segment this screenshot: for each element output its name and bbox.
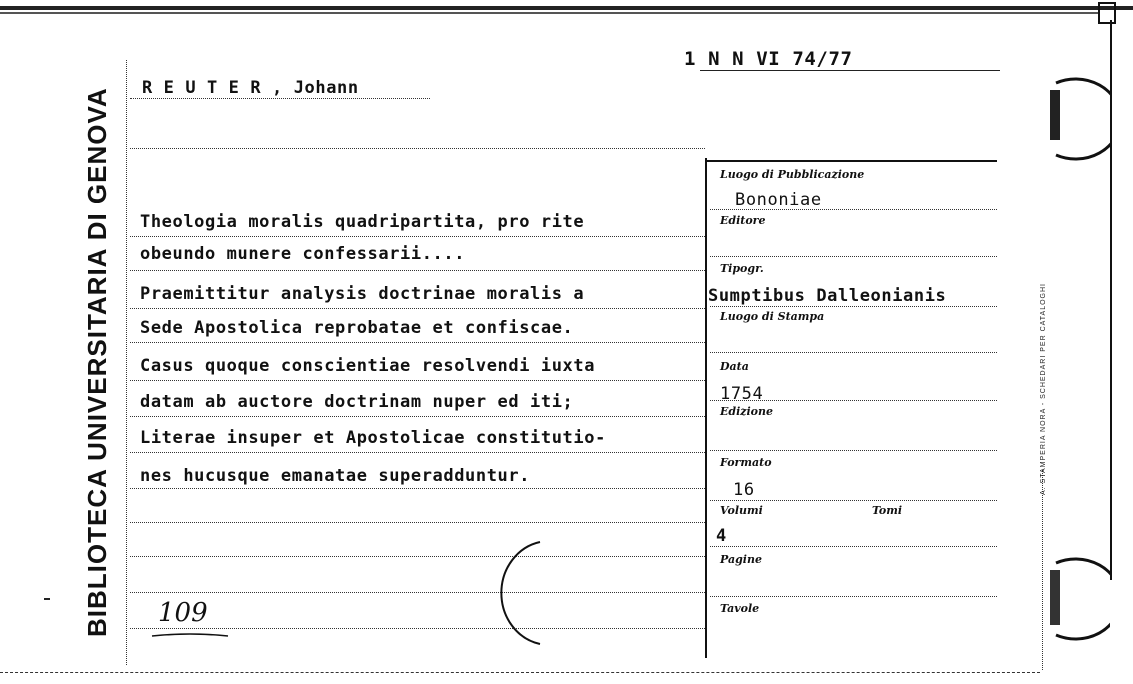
top-right-mark xyxy=(1098,2,1116,24)
right-column-top xyxy=(705,160,997,162)
field-line xyxy=(710,306,997,307)
blank-line-1 xyxy=(130,148,705,149)
edizione-label: Edizione xyxy=(720,405,774,418)
title-line: obeundo munere confessarii.... xyxy=(140,244,466,264)
field-line xyxy=(710,352,997,353)
punch-hole-right-top xyxy=(1050,75,1110,165)
author-line xyxy=(130,98,430,99)
field-line xyxy=(710,256,997,257)
right-column-divider xyxy=(705,158,707,658)
tipogr-label: Tipogr. xyxy=(720,262,764,275)
field-line xyxy=(710,400,997,401)
title-line: datam ab auctore doctrinam nuper ed iti; xyxy=(140,392,574,412)
rule-line xyxy=(130,270,705,271)
printer-note: A. STAMPERIA NORA - SCHEDARI PER CATALOGHI xyxy=(1040,283,1047,495)
top-scan-edge-2 xyxy=(0,12,1100,14)
card-right-edge-lower xyxy=(1042,470,1043,670)
data-value: 1754 xyxy=(720,384,764,404)
rule-line xyxy=(130,592,705,593)
rule-line xyxy=(130,488,705,489)
formato-value: 16 xyxy=(733,480,755,500)
rule-line xyxy=(130,308,705,309)
title-line: Praemittitur analysis doctrinae moralis a xyxy=(140,284,585,304)
rule-line xyxy=(130,522,705,523)
rule-line xyxy=(130,236,705,237)
tavole-label: Tavole xyxy=(720,602,760,615)
formato-label: Formato xyxy=(720,456,772,469)
editore-label: Editore xyxy=(720,214,766,227)
punch-hole-right-bottom xyxy=(1050,555,1110,645)
bottom-card-edge xyxy=(0,672,1040,673)
field-line xyxy=(710,450,997,451)
title-line: Casus quoque conscientiae resolvendi iuxta xyxy=(140,356,596,376)
top-scan-edge xyxy=(0,6,1133,10)
author: R E U T E R , Johann xyxy=(142,78,359,98)
punch-hole-center xyxy=(490,538,550,648)
luogo-pubblicazione-label: Luogo di Pubblicazione xyxy=(720,168,865,181)
rule-line xyxy=(130,342,705,343)
field-line xyxy=(710,209,997,210)
field-line xyxy=(710,596,997,597)
field-line xyxy=(710,500,997,501)
tipogr-value: Sumptibus Dalleonianis xyxy=(708,286,947,306)
tomi-label: Tomi xyxy=(872,504,903,517)
left-dash-mark xyxy=(44,598,50,600)
data-label: Data xyxy=(720,360,749,373)
volumi-label: Volumi xyxy=(720,504,763,517)
rule-line xyxy=(130,380,705,381)
card-right-edge xyxy=(1110,20,1112,580)
shelfmark: 1 N N VI 74/77 xyxy=(684,48,853,70)
handwritten-number: 109 xyxy=(158,598,208,628)
pagine-label: Pagine xyxy=(720,553,762,566)
title-line: Sede Apostolica reprobatae et confiscae. xyxy=(140,318,574,338)
volumi-value: 4 xyxy=(716,526,727,546)
title-line: Theologia moralis quadripartita, pro rite xyxy=(140,212,585,232)
rule-line xyxy=(130,556,705,557)
rule-line xyxy=(130,628,705,629)
shelfmark-underline xyxy=(700,70,1000,71)
luogo-stampa-label: Luogo di Stampa xyxy=(720,310,825,323)
field-line xyxy=(710,546,997,547)
title-line: Literae insuper et Apostolicae constitutio- xyxy=(140,428,606,448)
rule-line xyxy=(130,416,705,417)
left-margin-line xyxy=(126,60,127,665)
handwritten-underline xyxy=(150,630,230,640)
rule-line xyxy=(130,452,705,453)
luogo-pubblicazione-value: Bononiae xyxy=(735,190,822,210)
title-line: nes hucusque emanatae superadduntur. xyxy=(140,466,531,486)
library-name: BIBLIOTECA UNIVERSITARIA DI GENOVA xyxy=(82,87,112,637)
